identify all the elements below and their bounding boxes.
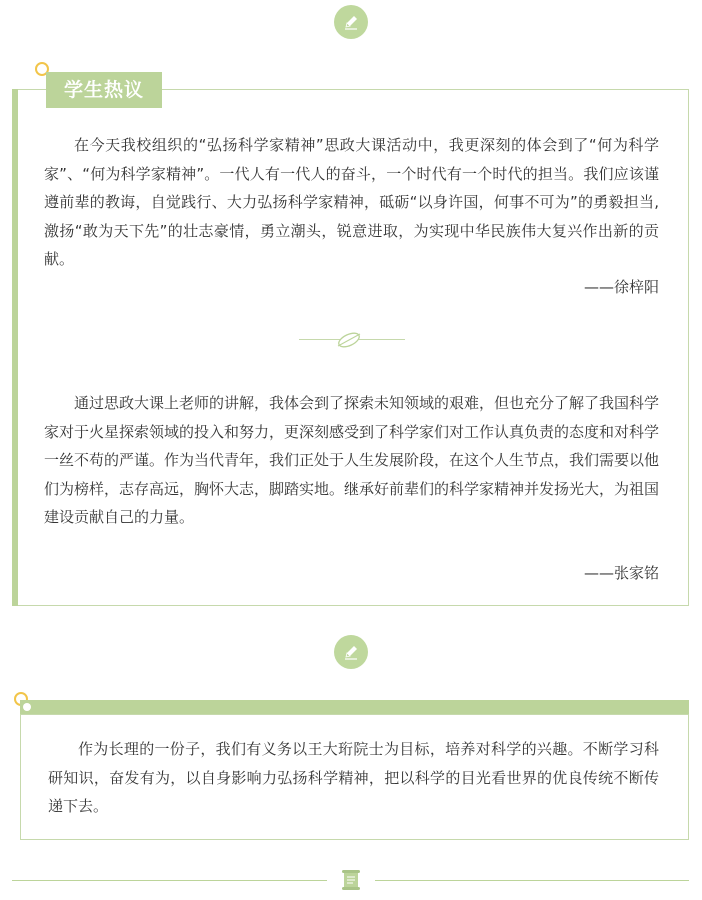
quote-text: 在今天我校组织的“弘扬科学家精神”思政大课活动中，我更深刻的体会到了“何为科学家”、“何为科学家精神”。一代人有一代人的奋斗，一个时代有一个时代的担当。我们应该谨遵前辈的教诲，自觉践行、大力弘扬科学家精神，砥砺“以身许国，何事不可为”的勇毅担当,激扬“敢为天下先”的壮志豪情，勇立潮头，锐意进取，为实现中华民族伟大复兴作出新的贡献。 (44, 136, 659, 268)
quote-author: ——徐梓阳 (583, 278, 659, 296)
leaf-icon (335, 329, 363, 351)
quote-author: ——张家铭 (583, 564, 659, 582)
bottom-divider-left (12, 880, 327, 881)
band-dot (23, 703, 31, 711)
section-band (20, 700, 689, 714)
card-accent-bar (12, 89, 18, 606)
section-header: 学生热议 (46, 72, 162, 108)
pencil-icon (334, 635, 368, 669)
quote-text: 通过思政大课上老师的讲解，我体会到了探索未知领域的艰难，但也充分了解了我国科学家对于火星探索领域的投入和努力，更深刻感受到了科学家们对工作认真负责的态度和对科学一丝不苟的严谨。作为当代青年，我们正处于人生发展阶段，在这个人生节点，我们需要以他们为榜样，志存高远，胸怀大志，脚踏实地。继承好前辈们的科学家精神并发扬光大，为祖国建设贡献自己的力量。 (44, 394, 660, 526)
bottom-divider-right (375, 880, 689, 881)
pencil-icon (334, 5, 368, 39)
reflection-text: 作为长理的一份子，我们有义务以王大珩院士为目标，培养对科学的兴趣。不断学习科研知识，奋发有为，以自身影响力弘扬科学精神，把以科学的目光看世界的优良传统不断传递下去。 (48, 740, 659, 815)
scroll-icon (340, 868, 362, 892)
